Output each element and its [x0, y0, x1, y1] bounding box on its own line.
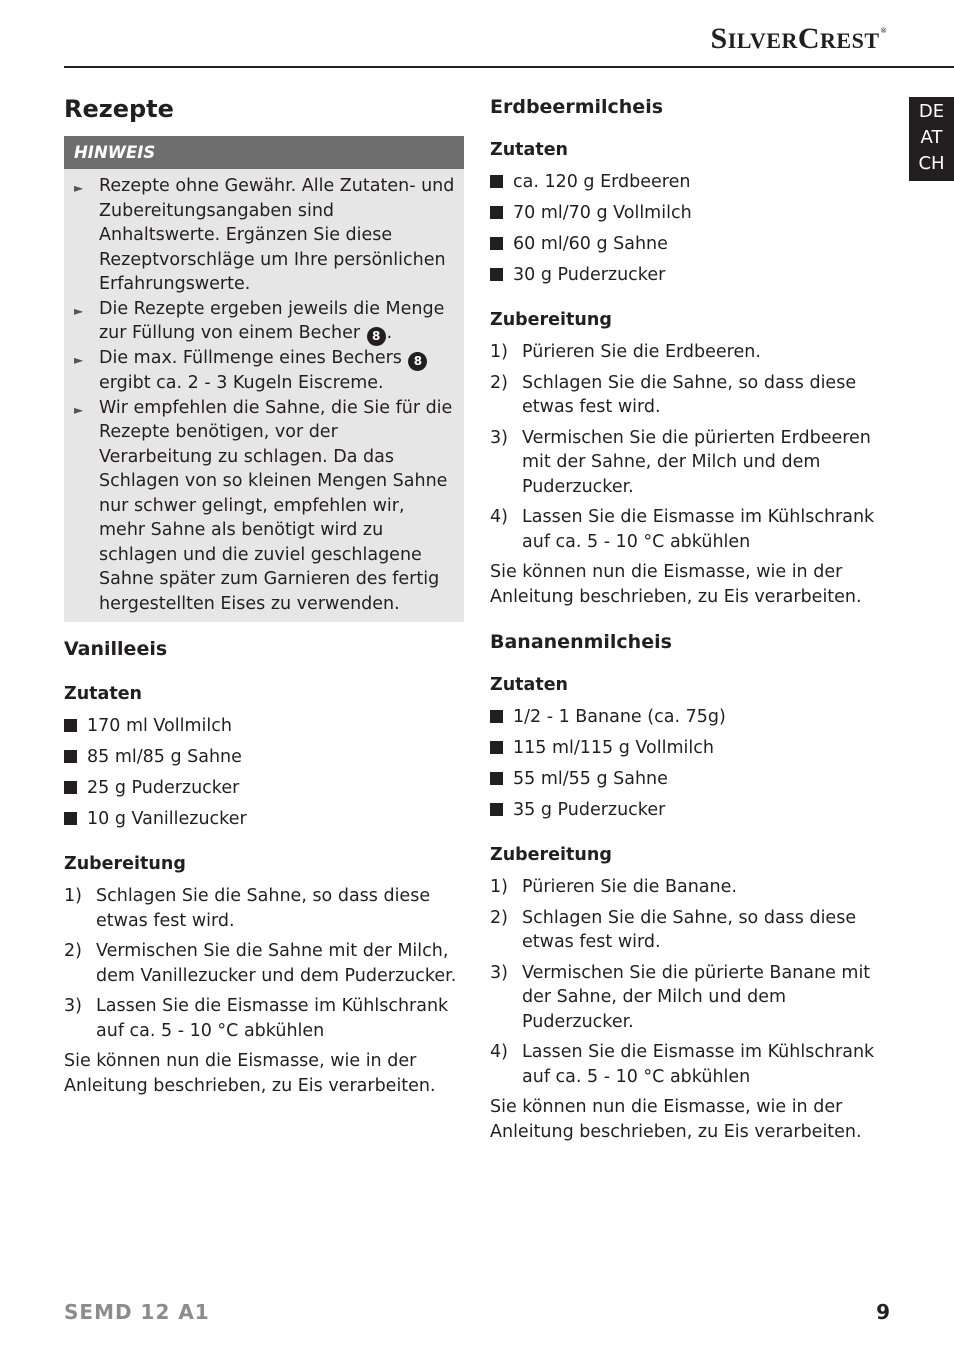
- step-text: Schlagen Sie die Sahne, so dass diese etwas fest wird.: [96, 886, 431, 931]
- step-number: 2): [490, 907, 508, 928]
- square-bullet-icon: [64, 812, 77, 825]
- ingredient-text: 10 g Vanillezucker: [87, 809, 247, 829]
- square-bullet-icon: [490, 772, 503, 785]
- ingredient-text: 35 g Puderzucker: [513, 800, 666, 820]
- square-bullet-icon: [490, 237, 503, 250]
- ingredient-text: 25 g Puderzucker: [87, 778, 240, 798]
- step-text: Vermischen Sie die pürierte Banane mit der Sahne, der Milch und dem Puderzucker.: [522, 962, 871, 1032]
- step-number: 2): [490, 372, 508, 393]
- square-bullet-icon: [490, 803, 503, 816]
- arrow-right-icon: ►: [74, 303, 84, 318]
- list-item: [490, 736, 890, 767]
- part-number-badge: 8: [367, 327, 386, 346]
- note-item: [64, 396, 464, 617]
- note-item: [64, 174, 464, 297]
- final-note: Sie können nun die Eismasse, wie in der Anleitung beschrieben, zu Eis verarbeiten.: [490, 562, 862, 607]
- recipe-banane: [490, 629, 890, 1144]
- note-text: [99, 297, 456, 347]
- ingredients-heading: Zutaten: [490, 140, 569, 160]
- step-number: 3): [64, 996, 82, 1016]
- square-bullet-icon: [490, 206, 503, 219]
- step-number: 1): [490, 342, 508, 362]
- step-number: 4): [490, 1042, 508, 1062]
- lang-de: DE: [918, 101, 945, 122]
- step-item: [490, 505, 890, 554]
- steps-list: [64, 884, 464, 1043]
- step-number: 3): [490, 962, 508, 983]
- ingredients-heading: Zutaten: [490, 675, 569, 695]
- list-item: [64, 807, 464, 838]
- step-item: [64, 994, 464, 1043]
- note-text: Wir empfehlen die Sahne, die Sie für die Rezepte benötigen, vor der Verarbeitung zu schlagen. Da das Schlagen von so kleinen Mengen Sahne nur schwer gelingt, empfehlen wir, mehr Sahne als benötigt wird zu schlagen und die zuviel geschlagene Sahne später zum Garnieren des fertig hergestellten Eises zu verwenden.: [99, 397, 453, 614]
- steps-list: [490, 875, 890, 1089]
- list-item: [490, 705, 890, 736]
- square-bullet-icon: [64, 719, 77, 732]
- header-rule: [64, 66, 954, 68]
- step-item: [490, 961, 890, 1035]
- final-note: Sie können nun die Eismasse, wie in der Anleitung beschrieben, zu Eis verarbeiten.: [64, 1051, 436, 1096]
- ingredients-list: [490, 705, 890, 829]
- step-text: Vermischen Sie die pürierten Erdbeeren mit der Sahne, der Milch und dem Puderzucker.: [522, 427, 871, 497]
- recipe-erdbeer: [490, 94, 890, 609]
- language-tab: [909, 97, 954, 181]
- part-number-badge: 8: [408, 352, 427, 371]
- ingredients-heading: Zutaten: [64, 684, 143, 704]
- ingredients-list: [490, 170, 890, 294]
- brand-logo: [711, 22, 888, 56]
- preparation-heading: Zubereitung: [490, 310, 612, 330]
- step-text: Schlagen Sie die Sahne, so dass diese etwas fest wird.: [522, 907, 857, 952]
- step-item: [490, 906, 890, 955]
- lang-ch: CH: [918, 153, 945, 174]
- model-number: SEMD 12 A1: [64, 1300, 210, 1324]
- list-item: [490, 798, 890, 829]
- recipe-title: Vanilleeis: [64, 638, 168, 660]
- step-text: Schlagen Sie die Sahne, so dass diese etwas fest wird.: [522, 372, 857, 417]
- step-text: Lassen Sie die Eismasse im Kühlschrank auf ca. 5 - 10 °C abkühlen: [96, 996, 449, 1041]
- step-number: 1): [490, 877, 508, 897]
- hinweis-box: [64, 136, 464, 622]
- step-text: Pürieren Sie die Erdbeeren.: [522, 342, 761, 362]
- page-title: Rezepte: [64, 95, 174, 123]
- step-item: [64, 884, 464, 933]
- list-item: [64, 714, 464, 745]
- ingredient-text: 60 ml/60 g Sahne: [513, 234, 668, 254]
- note-text: [99, 346, 456, 396]
- list-item: [490, 767, 890, 798]
- hinweis-label: HINWEIS: [64, 136, 464, 169]
- ingredient-text: 30 g Puderzucker: [513, 265, 666, 285]
- arrow-right-icon: ►: [74, 402, 84, 417]
- recipe-vanille: [64, 636, 464, 1098]
- step-number: 1): [64, 886, 82, 906]
- arrow-right-icon: ►: [74, 353, 84, 367]
- ingredient-text: ca. 120 g Erdbeeren: [513, 172, 691, 192]
- ingredient-text: 115 ml/115 g Vollmilch: [513, 738, 714, 758]
- page-number: 9: [876, 1300, 890, 1324]
- note-text-part: ergibt ca. 2 - 3 Kugeln Eiscreme.: [99, 373, 384, 393]
- square-bullet-icon: [64, 750, 77, 763]
- final-note: Sie können nun die Eismasse, wie in der Anleitung beschrieben, zu Eis verarbeiten.: [490, 1097, 862, 1142]
- list-item: [490, 201, 890, 232]
- recipe-title: Erdbeermilcheis: [490, 96, 664, 118]
- logo-letter: S: [710, 22, 728, 55]
- ingredients-list: [64, 714, 464, 838]
- step-item: [490, 426, 890, 500]
- step-item: [490, 1040, 890, 1089]
- list-item: [64, 776, 464, 807]
- logo-letters: REST: [820, 28, 880, 53]
- recipe-title: Bananenmilcheis: [490, 631, 672, 653]
- step-text: Vermischen Sie die Sahne mit der Milch, dem Vanillezucker und dem Puderzucker.: [96, 941, 457, 986]
- step-number: 2): [64, 941, 82, 961]
- left-column: [64, 86, 464, 1120]
- list-item: [490, 263, 890, 294]
- square-bullet-icon: [490, 710, 503, 723]
- note-text-part: Die max. Füllmenge eines Bechers: [99, 348, 408, 368]
- note-text-part: .: [386, 323, 393, 343]
- ingredient-text: 70 ml/70 g Vollmilch: [513, 203, 692, 223]
- note-text: Rezepte ohne Gewähr. Alle Zutaten- und Zubereitungsangaben sind Anhaltswerte. Ergänzen Sie diese Rezeptvorschläge um Ihre persönlichen Erfahrungswerte.: [99, 176, 455, 294]
- logo-letters: ILVER: [727, 28, 798, 53]
- step-item: [64, 939, 464, 988]
- list-item: [490, 170, 890, 201]
- steps-list: [490, 340, 890, 554]
- square-bullet-icon: [490, 741, 503, 754]
- ingredient-text: 1/2 - 1 Banane (ca. 75g): [513, 707, 726, 727]
- ingredient-text: 170 ml Vollmilch: [87, 716, 232, 736]
- step-item: [490, 371, 890, 420]
- ingredient-text: 85 ml/85 g Sahne: [87, 747, 242, 767]
- lang-at: AT: [920, 127, 943, 148]
- registered-mark: ®: [880, 26, 887, 35]
- list-item: [64, 745, 464, 776]
- note-text-part: Die Rezepte ergeben jeweils die Menge zur Füllung von einem Becher: [99, 298, 445, 343]
- square-bullet-icon: [490, 268, 503, 281]
- ingredient-text: 55 ml/55 g Sahne: [513, 769, 668, 789]
- step-number: 3): [490, 427, 508, 448]
- square-bullet-icon: [490, 175, 503, 188]
- logo-letter: C: [797, 22, 821, 55]
- note-item: [64, 346, 464, 396]
- list-item: [490, 232, 890, 263]
- note-item: [64, 297, 464, 347]
- step-item: [490, 875, 890, 900]
- step-text: Lassen Sie die Eismasse im Kühlschrank auf ca. 5 - 10 °C abkühlen: [522, 507, 875, 552]
- step-text: Pürieren Sie die Banane.: [522, 877, 737, 897]
- preparation-heading: Zubereitung: [64, 854, 186, 874]
- step-text: Lassen Sie die Eismasse im Kühlschrank auf ca. 5 - 10 °C abkühlen: [522, 1042, 875, 1087]
- right-column: [490, 94, 890, 1166]
- arrow-right-icon: ►: [74, 181, 84, 195]
- step-number: 4): [490, 507, 508, 527]
- step-item: [490, 340, 890, 365]
- square-bullet-icon: [64, 781, 77, 794]
- preparation-heading: Zubereitung: [490, 845, 612, 865]
